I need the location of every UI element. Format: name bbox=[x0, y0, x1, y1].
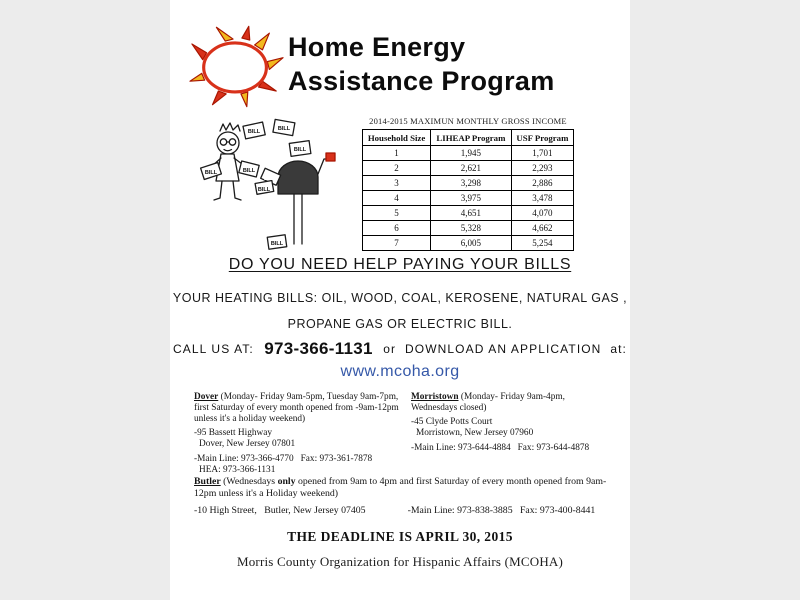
income-table bbox=[362, 129, 574, 251]
cell-liheap: 3,975 bbox=[431, 191, 512, 206]
locations-columns bbox=[194, 392, 608, 476]
income-table-section bbox=[362, 116, 574, 251]
cell-usf: 4,662 bbox=[511, 221, 573, 236]
right-gutter bbox=[630, 0, 800, 600]
morristown-address-line-2: Morristown, New Jersey 07960 bbox=[416, 427, 534, 438]
call-prefix: CALL US AT: bbox=[173, 342, 254, 356]
cell-size: 7 bbox=[363, 236, 431, 251]
dover-address-line-2: Dover, New Jersey 07801 bbox=[199, 438, 296, 449]
cell-size: 3 bbox=[363, 176, 431, 191]
dover-address bbox=[194, 428, 399, 450]
butler-name: Butler bbox=[194, 476, 221, 487]
svg-text:BILL: BILL bbox=[247, 129, 261, 135]
heating-bills-line-2: PROPANE GAS OR ELECTRIC BILL. bbox=[287, 317, 513, 331]
title-line-2: Assistance Program bbox=[288, 66, 555, 96]
location-dover bbox=[194, 392, 399, 476]
morristown-phone-line-1: -Main Line: 973-644-4884 Fax: 973-644-4878 bbox=[411, 442, 590, 453]
table-row bbox=[363, 221, 574, 236]
morristown-phones bbox=[411, 443, 608, 454]
svg-text:BILL: BILL bbox=[277, 126, 291, 132]
dover-phone-line-1: -Main Line: 973-366-4770 Fax: 973-361-7878 bbox=[194, 453, 373, 464]
sun-logo-icon bbox=[188, 24, 286, 108]
table-row bbox=[363, 236, 574, 251]
cell-liheap: 3,298 bbox=[431, 176, 512, 191]
cell-usf: 4,070 bbox=[511, 206, 573, 221]
dover-header bbox=[194, 392, 399, 425]
morristown-name: Morristown bbox=[411, 392, 459, 402]
organization-name: Morris County Organization for Hispanic Affairs (MCOHA) bbox=[236, 554, 564, 569]
call-line bbox=[170, 339, 630, 359]
morristown-hours: (Monday- Friday 9am-4pm, Wednesdays closed) bbox=[411, 392, 565, 413]
dover-phones bbox=[194, 454, 399, 476]
table-row bbox=[363, 191, 574, 206]
cell-size: 1 bbox=[363, 146, 431, 161]
website-link[interactable]: www.mcoha.org bbox=[340, 363, 460, 380]
dover-phone-line-2: HEA: 973-366-1131 bbox=[199, 464, 276, 475]
cell-usf: 1,701 bbox=[511, 146, 573, 161]
cell-liheap: 6,005 bbox=[431, 236, 512, 251]
butler-header bbox=[194, 476, 608, 500]
morristown-address-line-1: -45 Clyde Potts Court bbox=[411, 416, 493, 427]
morristown-address bbox=[411, 417, 608, 439]
cell-size: 2 bbox=[363, 161, 431, 176]
morristown-header bbox=[411, 392, 608, 414]
cell-usf: 5,254 bbox=[511, 236, 573, 251]
dover-name: Dover bbox=[194, 392, 219, 402]
table-row bbox=[363, 161, 574, 176]
flyer-page bbox=[170, 0, 630, 600]
man-with-bills-illustration bbox=[190, 118, 350, 258]
cell-size: 4 bbox=[363, 191, 431, 206]
main-phone-number: 973-366-1131 bbox=[264, 339, 373, 358]
butler-hours-pre: (Wednesdays bbox=[223, 476, 278, 487]
cell-size: 5 bbox=[363, 206, 431, 221]
cell-liheap: 1,945 bbox=[431, 146, 512, 161]
cell-liheap: 5,328 bbox=[431, 221, 512, 236]
table-row bbox=[363, 146, 574, 161]
income-table-title: 2014-2015 MAXIMUN MONTHLY GROSS INCOME bbox=[369, 116, 567, 126]
call-suffix: or DOWNLOAD AN APPLICATION at: bbox=[383, 342, 627, 356]
cell-usf: 2,886 bbox=[511, 176, 573, 191]
col-header-household-size: Household Size bbox=[363, 130, 431, 146]
dover-hours: (Monday- Friday 9am-5pm, Tuesday 9am-7pm, first Saturday of every month opened from -9am-12pm unless it's a holiday weekend) bbox=[194, 392, 399, 424]
butler-details bbox=[194, 505, 608, 517]
butler-hours-post: opened from 9am to 4pm and first Saturday of every month opened from 9am-12pm unless it's a Holiday weekend) bbox=[194, 476, 607, 499]
table-row bbox=[363, 176, 574, 191]
cell-size: 6 bbox=[363, 221, 431, 236]
left-gutter bbox=[0, 0, 170, 600]
cell-liheap: 2,621 bbox=[431, 161, 512, 176]
cell-usf: 3,478 bbox=[511, 191, 573, 206]
svg-text:BILL: BILL bbox=[257, 187, 271, 193]
location-morristown bbox=[411, 392, 608, 476]
svg-text:BILL: BILL bbox=[263, 176, 277, 182]
cell-liheap: 4,651 bbox=[431, 206, 512, 221]
dover-address-line-1: -95 Bassett Highway bbox=[194, 427, 272, 438]
col-header-liheap: LIHEAP Program bbox=[431, 130, 512, 146]
svg-text:BILL: BILL bbox=[242, 168, 256, 174]
table-header-row bbox=[363, 130, 574, 146]
main-heading: DO YOU NEED HELP PAYING YOUR BILLS bbox=[228, 256, 572, 273]
col-header-usf: USF Program bbox=[511, 130, 573, 146]
cell-usf: 2,293 bbox=[511, 161, 573, 176]
svg-text:BILL: BILL bbox=[293, 147, 307, 153]
table-row bbox=[363, 206, 574, 221]
location-butler bbox=[194, 476, 608, 516]
butler-address: -10 High Street, Butler, New Jersey 07405 bbox=[194, 504, 366, 516]
svg-text:BILL: BILL bbox=[204, 170, 218, 176]
svg-text:BILL: BILL bbox=[270, 241, 284, 247]
deadline-text: THE DEADLINE IS APRIL 30, 2015 bbox=[287, 529, 513, 544]
page-title bbox=[288, 30, 555, 98]
butler-phones: -Main Line: 973-838-3885 Fax: 973-400-8441 bbox=[407, 504, 596, 516]
butler-hours-only: only bbox=[277, 476, 296, 487]
heating-bills-line-1: YOUR HEATING BILLS: OIL, WOOD, COAL, KEROSENE, NATURAL GAS , bbox=[172, 291, 628, 305]
title-line-1: Home Energy bbox=[288, 32, 466, 62]
